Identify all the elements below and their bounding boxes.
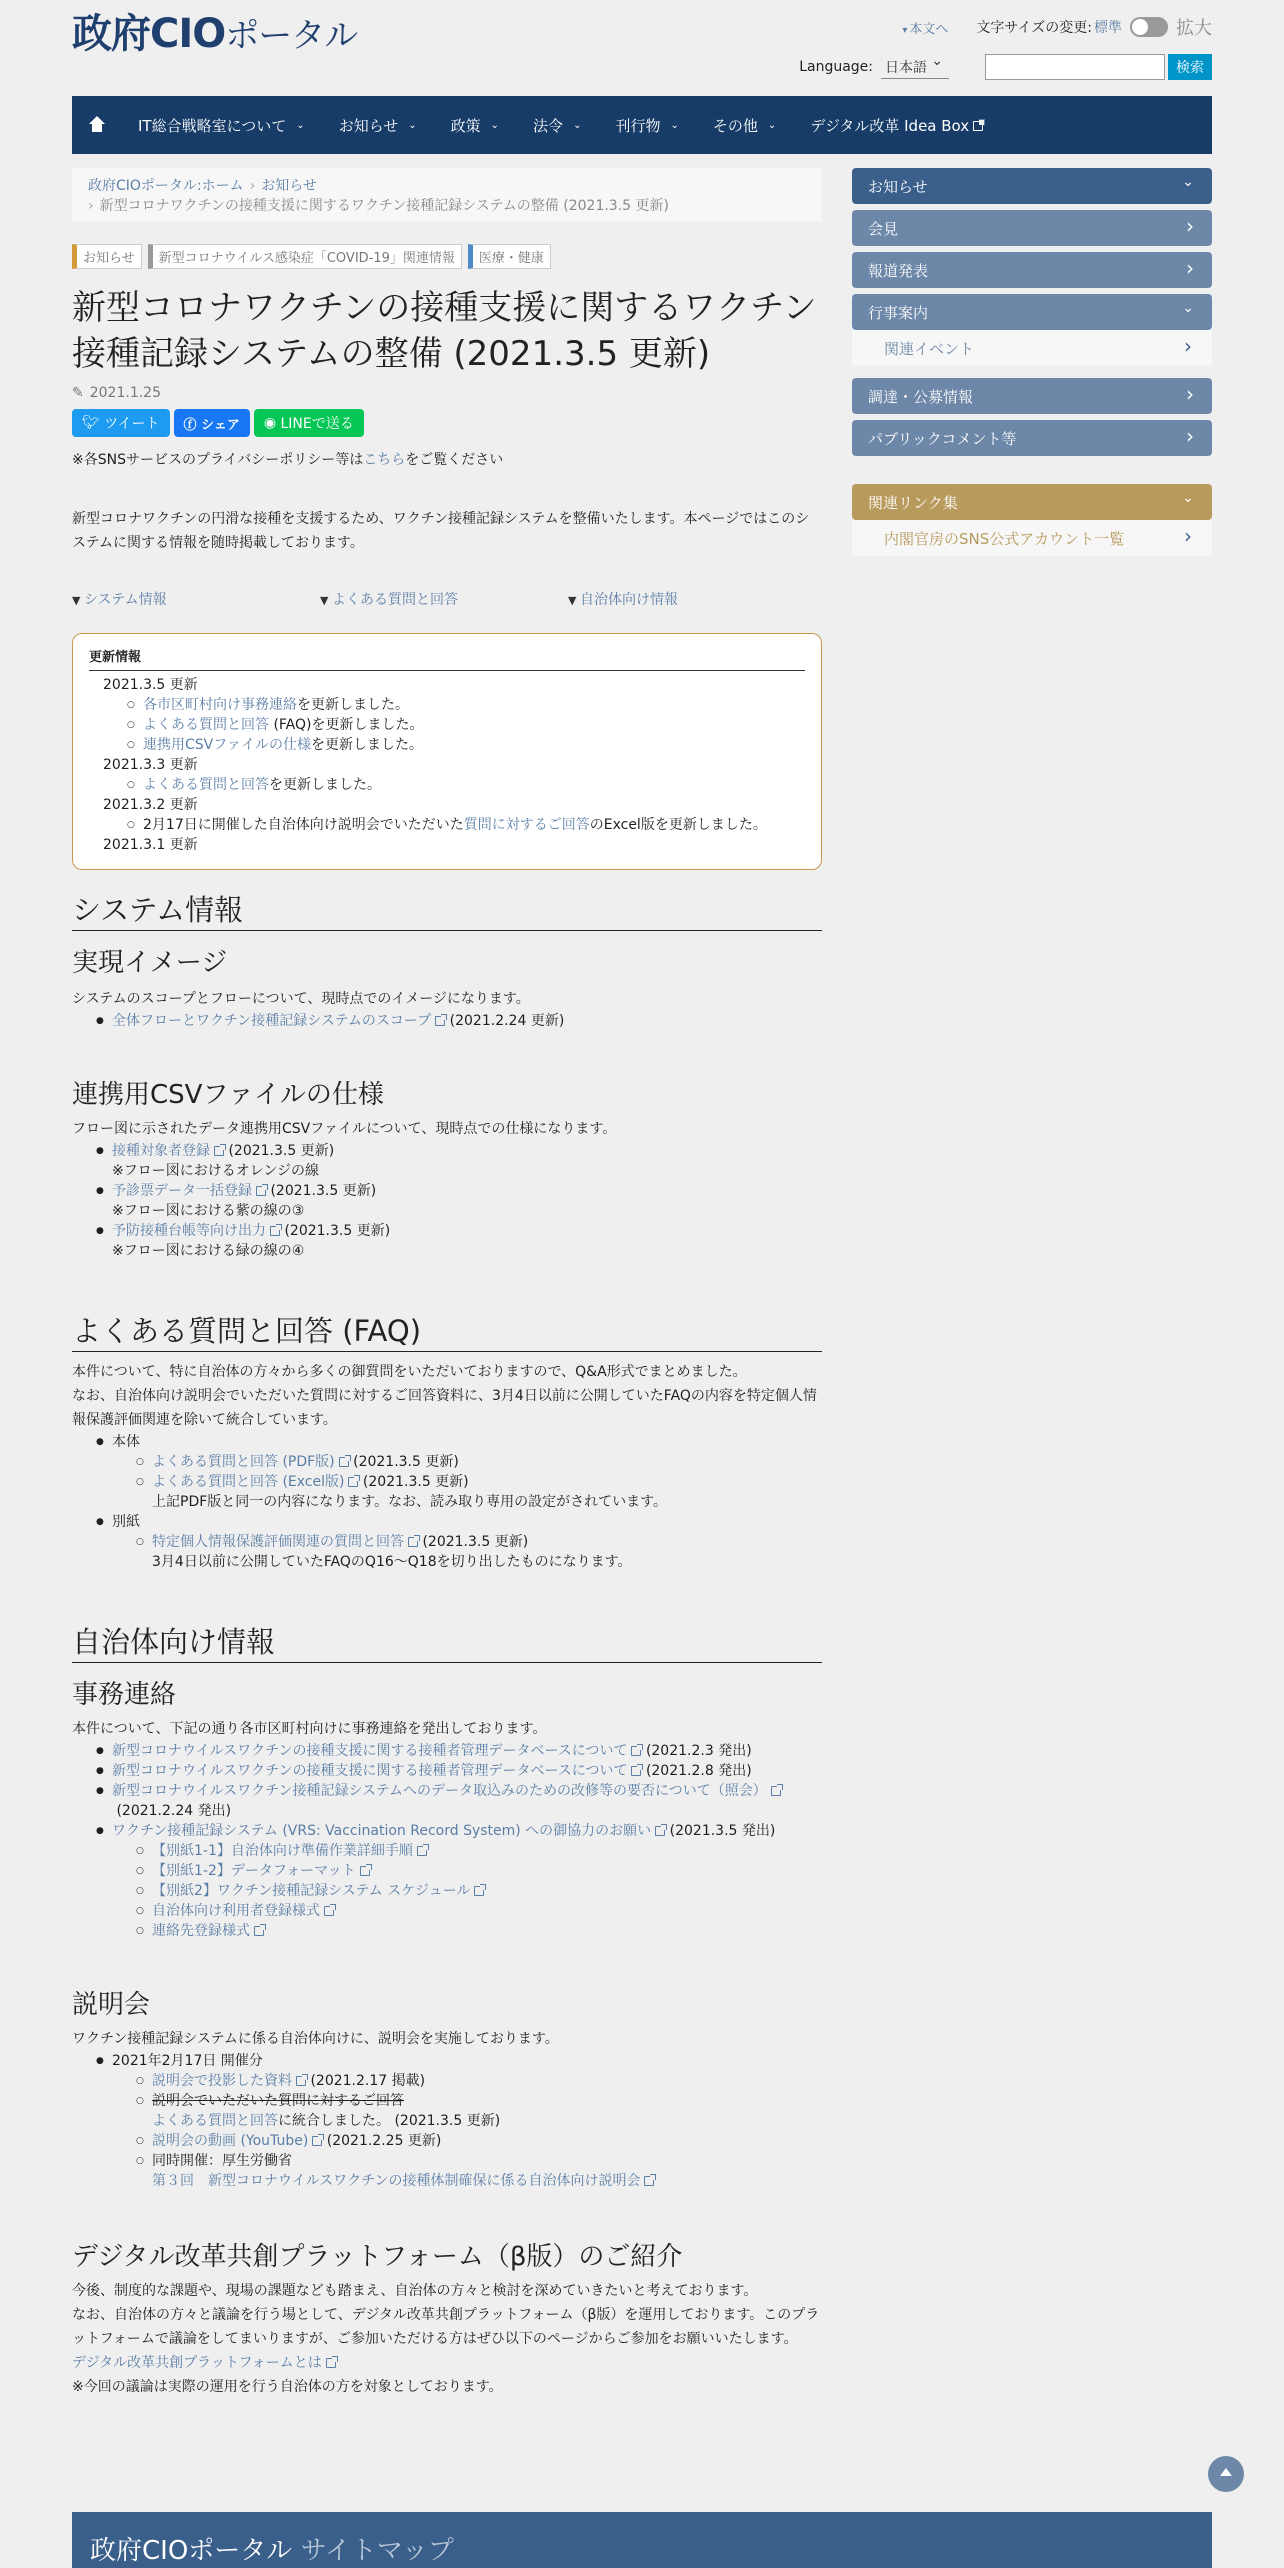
- sns-buttons: [72, 409, 822, 437]
- update-link[interactable]: よくある質問と回答: [143, 717, 269, 733]
- nav-item-publications[interactable]: 刊行物 ⌄: [615, 116, 679, 135]
- fontsize-standard[interactable]: 標準: [1094, 20, 1122, 36]
- notice-link[interactable]: 新型コロナウイルスワクチンの接種支援に関する接種者管理データベースについて: [112, 1763, 628, 1779]
- list-item: [72, 1921, 822, 1941]
- footer-title[interactable]: 政府CIOポータル: [90, 2536, 293, 2566]
- mhlw-briefing-link[interactable]: 第３回 新型コロナウイルスワクチンの接種体制確保に係る自治体向け説明会: [152, 2173, 641, 2189]
- external-link-icon: [254, 1926, 264, 1936]
- site-logo[interactable]: [72, 2, 357, 59]
- list-item: ● 全体フローとワクチン接種記録システムのスコープ (2021.2.24 更新): [72, 1011, 822, 1031]
- tweet-button[interactable]: 🐦︎ ツイート: [72, 409, 170, 437]
- page-title: 新型コロナワクチンの接種支援に関するワクチン接種記録システムの整備 (2021.3.5 更新): [72, 288, 817, 374]
- list-item: [72, 1841, 822, 1861]
- platform-heading: デジタル改革共創プラットフォーム（β版）のご紹介: [72, 2242, 683, 2272]
- sidebar-item-release[interactable]: 報道発表 ›: [852, 252, 1212, 288]
- list-item: ● 予診票データ一括登録 (2021.3.5 更新): [72, 1181, 822, 1201]
- fontsize-large[interactable]: 拡大: [1176, 18, 1212, 39]
- list-item: [72, 1861, 822, 1881]
- nav-item-news[interactable]: お知らせ ⌄: [338, 116, 417, 135]
- list-item: ○ 同時開催：厚生労働省 第３回 新型コロナウイルスワクチンの接種体制確保に係る自治体向け説明会: [72, 2151, 822, 2191]
- csv-link[interactable]: 接種対象者登録: [112, 1143, 210, 1159]
- facebook-share-button[interactable]: ⓕ シェア: [174, 409, 250, 437]
- privacy-link[interactable]: こちら: [363, 452, 406, 468]
- image-heading: 実現イメージ: [72, 948, 228, 978]
- facebook-icon: ⓕ: [183, 417, 202, 433]
- external-link-icon: [631, 1746, 641, 1756]
- csv-heading: 連携用CSVファイルの仕様: [72, 1080, 384, 1110]
- update-date: 2021.3.2 更新: [103, 797, 198, 813]
- external-link-icon: [214, 1146, 224, 1156]
- nav-item-policy[interactable]: 政策 ⌄: [450, 116, 500, 135]
- line-share-button[interactable]: ◉ LINEで送る: [254, 409, 364, 437]
- external-link-icon: [324, 1906, 334, 1916]
- external-link-icon: [270, 1226, 280, 1236]
- line-icon: ◉: [263, 415, 281, 431]
- main-nav: [72, 96, 1212, 154]
- annex-link[interactable]: 【別紙2】ワクチン接種記録システム スケジュール: [152, 1883, 471, 1899]
- list-item: ○ よくある質問と回答 (PDF版) (2021.3.5 更新): [72, 1452, 822, 1472]
- breadcrumb-current: 新型コロナワクチンの接種支援に関するワクチン接種記録システムの整備 (2021.3.5 更新): [99, 198, 669, 214]
- list-item: ○ よくある質問と回答 (Excel版) (2021.3.5 更新): [72, 1472, 822, 1492]
- csv-link[interactable]: 予防接種台帳等向け出力: [112, 1223, 266, 1239]
- notice-link[interactable]: ワクチン接種記録システム (VRS: Vaccination Record System) への御協力のお願い: [112, 1823, 652, 1839]
- sidebar-item-related-links[interactable]: 関連リンク集 ⌄: [852, 484, 1212, 520]
- logo-text-bold: 政府CIO: [72, 11, 226, 57]
- external-link-icon: [655, 1826, 665, 1836]
- scope-link[interactable]: 全体フローとワクチン接種記録システムのスコープ: [112, 1013, 432, 1029]
- header-tools: [902, 14, 1212, 40]
- external-link-icon: [644, 2176, 654, 2186]
- update-link[interactable]: よくある質問と回答: [143, 777, 269, 793]
- sidebar-item-public-comment[interactable]: パブリックコメント等 ›: [852, 420, 1212, 456]
- external-link-icon: [360, 1866, 370, 1876]
- nav-item-law[interactable]: 法令 ⌄: [533, 116, 582, 135]
- update-link[interactable]: 連携用CSVファイルの仕様: [143, 737, 311, 753]
- breadcrumb-news[interactable]: お知らせ: [261, 178, 317, 194]
- external-link-icon: [631, 1766, 641, 1776]
- sidebar-item-events[interactable]: 行事案内 ⌄: [852, 294, 1212, 330]
- external-link-icon: [326, 2358, 336, 2368]
- fontsize-label: 文字サイズの変更:: [976, 20, 1092, 36]
- section-faq-heading: よくある質問と回答 (FAQ): [72, 1311, 822, 1352]
- external-link-icon: [771, 1786, 781, 1796]
- tag-covid[interactable]: 新型コロナウイルス感染症「COVID-19」関連情報: [148, 244, 462, 269]
- csv-desc: フロー図に示されたデータ連携用CSVファイルについて、現時点での仕様になります。: [72, 1121, 617, 1137]
- update-entry: ○ 2月17日に開催した自治体向け説明会でいただいた質問に対するご回答のExcel版を更新しました。: [89, 815, 805, 835]
- list-item: ○ 説明会の動画 (YouTube) (2021.2.25 更新): [72, 2131, 822, 2151]
- home-icon[interactable]: [86, 116, 108, 134]
- sidebar-item-news[interactable]: お知らせ ⌄: [852, 168, 1212, 204]
- sidebar-subitem-sns-accounts[interactable]: 内閣官房のSNS公式アカウント一覧 ›: [852, 520, 1212, 556]
- update-heading: 更新情報: [89, 648, 805, 671]
- sidebar-item-procurement[interactable]: 調達・公募情報 ›: [852, 378, 1212, 414]
- tag-news[interactable]: お知らせ: [72, 244, 142, 269]
- platform-note: ※今回の議論は実際の運用を行う自治体の方を対象としております。: [72, 2379, 503, 2395]
- briefing-heading: 説明会: [72, 1990, 151, 2020]
- list-item: ● 新型コロナウイルスワクチン接種記録システムへのデータ取込みのための改修等の要否について（照会） (2021.2.24 発出): [72, 1781, 822, 1821]
- annex-link[interactable]: 自治体向け利用者登録様式: [152, 1903, 320, 1919]
- faq-annex-link[interactable]: 特定個人情報保護評価関連の質問と回答: [152, 1534, 404, 1550]
- list-item: ○ 説明会で投影した資料 (2021.2.17 掲載): [72, 2071, 822, 2091]
- language-search-row: [799, 54, 1212, 80]
- footer-sitemap: サイトマップ: [300, 2536, 454, 2566]
- list-item: ● 本体: [72, 1432, 822, 1452]
- skip-to-content-link[interactable]: ▾ 本文へ: [902, 18, 948, 37]
- update-entry: ○ 各市区町村向け事務連絡を更新しました。: [89, 695, 805, 715]
- annex-link[interactable]: 【別紙1-1】自治体向け準備作業詳細手順: [152, 1843, 413, 1859]
- nav-item-about[interactable]: IT総合戦略室について ⌄: [138, 116, 305, 135]
- faq-excel-link[interactable]: よくある質問と回答 (Excel版): [152, 1474, 345, 1490]
- notice-link[interactable]: 新型コロナウイルスワクチンの接種支援に関する接種者管理データベースについて: [112, 1743, 628, 1759]
- list-item: ● 予防接種台帳等向け出力 (2021.3.5 更新): [72, 1221, 822, 1241]
- notice-heading: 事務連絡: [72, 1680, 177, 1710]
- briefing-slides-link[interactable]: 説明会で投影した資料: [152, 2073, 292, 2089]
- list-item: ● 新型コロナウイルスワクチンの接種支援に関する接種者管理データベースについて (2021.2.8 発出): [72, 1761, 822, 1781]
- list-item: [72, 1881, 822, 1901]
- update-entry: ○ よくある質問と回答 (FAQ)を更新しました。: [89, 715, 805, 735]
- list-item: ● 別紙: [72, 1512, 822, 1532]
- logo-text-portal: ポータル: [225, 16, 358, 56]
- note-text: 上記PDF版と同一の内容になります。なお、読み取り専用の設定がされています。: [152, 1494, 668, 1510]
- update-link[interactable]: 各市区町村向け事務連絡: [143, 697, 297, 713]
- csv-link[interactable]: 予診票データ一括登録: [112, 1183, 252, 1199]
- update-entry: ○ 連携用CSVファイルの仕様を更新しました。: [89, 735, 805, 755]
- external-link-icon: [296, 2076, 306, 2086]
- briefing-desc: ワクチン接種記録システムに係る自治体向けに、説明会を実施しております。: [72, 2031, 559, 2047]
- list-item: ● 新型コロナウイルスワクチンの接種支援に関する接種者管理データベースについて (2021.2.3 発出): [72, 1741, 822, 1761]
- note-text: ※フロー図における紫の線の③: [112, 1203, 305, 1219]
- main-content: [72, 244, 822, 2399]
- youtube-link[interactable]: 説明会の動画 (YouTube): [152, 2133, 309, 2149]
- sidebar: [852, 168, 1212, 568]
- external-link-icon: [408, 1537, 418, 1547]
- privacy-note: ※各SNSサービスのプライバシーポリシー等はこちらをご覧ください: [72, 452, 504, 468]
- faq-desc: なお、自治体向け説明会でいただいた質問に対するご回答資料に、3月4日以前に公開していたFAQの内容を特定個人情報保護評価関連を除いて統合しています。: [72, 1388, 817, 1428]
- list-item: ○ 説明会でいただいた質問に対するご回答 よくある質問と回答に統合しました。 (2021.3.5 更新): [72, 2091, 822, 2131]
- list-item: ● 2021年2月17日 開催分: [72, 2051, 822, 2071]
- sidebar-item-press[interactable]: 会見 ›: [852, 210, 1212, 246]
- tag-health[interactable]: 医療・健康: [468, 244, 551, 269]
- breadcrumb-home[interactable]: 政府CIOポータル:ホーム: [88, 178, 244, 194]
- update-date: 2021.3.5 更新: [103, 677, 198, 693]
- note-text: ※フロー図における緑の線の④: [112, 1243, 305, 1259]
- breadcrumb: 政府CIOポータル:ホーム › お知らせ › 新型コロナワクチンの接種支援に関するワクチン接種記録システムの整備 (2021.3.5 更新): [72, 168, 822, 222]
- annex-link[interactable]: 【別紙1-2】データフォーマット: [152, 1863, 356, 1879]
- faq-pdf-link[interactable]: よくある質問と回答 (PDF版): [152, 1454, 335, 1470]
- external-link-icon: [339, 1457, 349, 1467]
- list-item: ● 接種対象者登録 (2021.3.5 更新): [72, 1141, 822, 1161]
- list-item: ○ 特定個人情報保護評価関連の質問と回答 (2021.3.5 更新): [72, 1532, 822, 1552]
- external-link-icon: [256, 1186, 266, 1196]
- update-date: 2021.3.3 更新: [103, 757, 198, 773]
- search-button[interactable]: 検索: [1168, 54, 1212, 80]
- update-info-box: [72, 633, 822, 870]
- update-entry: ○ よくある質問と回答を更新しました。: [89, 775, 805, 795]
- nav-item-ideabox[interactable]: デジタル改革 Idea Box: [810, 115, 983, 136]
- footer-banner: [72, 2512, 1212, 2568]
- section-local-heading: 自治体向け情報: [72, 1622, 822, 1663]
- external-link-icon: [973, 121, 983, 131]
- annex-link[interactable]: 連絡先登録様式: [152, 1923, 250, 1939]
- publish-date: ✎ 2021.1.25: [72, 385, 822, 401]
- intro-text: 新型コロナワクチンの円滑な接種を支援するため、ワクチン接種記録システムを整備いたします。本ページではこのシステムに関する情報を随時掲載しております。: [72, 511, 810, 551]
- language-select[interactable]: 日本語 ⌄: [881, 56, 949, 79]
- page-anchors: [72, 589, 822, 609]
- platform-desc: 今後、制度的な課題や、現場の課題なども踏まえ、自治体の方々と検討を深めていきたいと考えております。: [72, 2283, 758, 2299]
- language-label: Language:: [799, 59, 873, 75]
- search-input[interactable]: [985, 54, 1165, 80]
- platform-desc: なお、自治体の方々と議論を行う場として、デジタル改革共創プラットフォーム（β版）を運用しております。このプラットフォームで議論をしてまいりますが、ご参加いただける方はぜひ以下のページからご参加をお願いいたします。: [72, 2307, 820, 2347]
- external-link-icon: [417, 1846, 427, 1856]
- faq-desc: 本件について、特に自治体の方々から多くの御質問をいただいておりますので、Q&A形式でまとめました。: [72, 1364, 747, 1380]
- notice-link[interactable]: 新型コロナウイルスワクチン接種記録システムへのデータ取込みのための改修等の要否について（照会）: [112, 1783, 767, 1799]
- external-link-icon: [474, 1886, 484, 1896]
- note-text: 3月4日以前に公開していたFAQのQ16～Q18を切り出したものになります。: [152, 1554, 632, 1570]
- list-item: [72, 1901, 822, 1921]
- update-date: 2021.3.1 更新: [103, 837, 198, 853]
- article-tags: [72, 244, 822, 269]
- nav-item-other[interactable]: その他 ⌄: [712, 116, 777, 135]
- fontsize-toggle[interactable]: [1130, 17, 1168, 37]
- anchor-faq[interactable]: よくある質問と回答: [331, 592, 458, 608]
- list-item: ● ワクチン接種記録システム (VRS: Vaccination Record System) への御協力のお願い (2021.3.5 発出): [72, 1821, 822, 1841]
- platform-link[interactable]: デジタル改革共創プラットフォームとは: [72, 2355, 322, 2371]
- update-link[interactable]: 質問に対するご回答: [463, 817, 590, 833]
- note-text: ※フロー図におけるオレンジの線: [112, 1163, 320, 1179]
- sidebar-subitem-related-events[interactable]: 関連イベント ›: [852, 330, 1212, 366]
- external-link-icon: [348, 1477, 358, 1487]
- twitter-icon: 🐦︎: [82, 415, 105, 431]
- image-desc: システムのスコープとフローについて、現時点でのイメージになります。: [72, 991, 530, 1007]
- anchor-local[interactable]: 自治体向け情報: [579, 592, 678, 608]
- notice-desc: 本件について、下記の通り各市区町村向けに事務連絡を発出しております。: [72, 1721, 547, 1737]
- section-system-heading: システム情報: [72, 890, 822, 931]
- external-link-icon: [312, 2136, 322, 2146]
- faq-link[interactable]: よくある質問と回答: [152, 2113, 278, 2129]
- back-to-top-button[interactable]: [1208, 2456, 1244, 2492]
- external-link-icon: [435, 1016, 445, 1026]
- anchor-system[interactable]: システム情報: [83, 592, 167, 608]
